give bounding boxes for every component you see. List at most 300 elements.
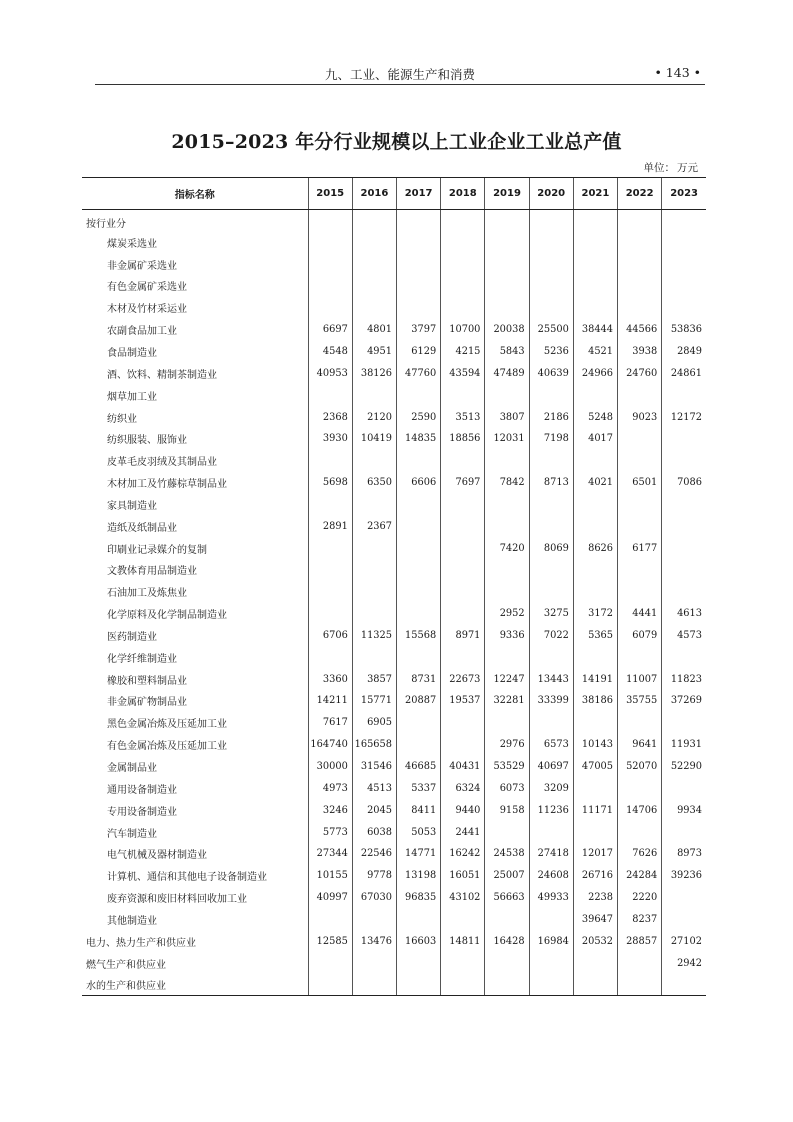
value-cell [352, 450, 396, 472]
value-cell [441, 559, 485, 581]
value-cell: 3938 [618, 341, 662, 363]
value-cell [618, 275, 662, 297]
value-cell: 24760 [618, 362, 662, 384]
value-cell [662, 450, 706, 472]
value-cell: 3797 [397, 319, 441, 341]
value-cell: 16428 [485, 930, 529, 952]
value-cell [618, 210, 662, 232]
name-column-header: 指标名称 [82, 178, 308, 210]
value-cell: 6324 [441, 777, 485, 799]
row-name: 黑色金属冶炼及压延加工业 [107, 719, 227, 731]
table-row [82, 625, 706, 647]
value-cell [618, 646, 662, 668]
value-cell: 38444 [573, 319, 617, 341]
value-cell [529, 275, 573, 297]
value-cell: 24538 [485, 843, 529, 865]
value-cell [618, 515, 662, 537]
value-cell [397, 734, 441, 756]
value-cell [485, 559, 529, 581]
row-name: 计算机、通信和其他电子设备制造业 [107, 872, 267, 884]
value-cell: 3209 [529, 777, 573, 799]
row-name: 石油加工及炼焦业 [107, 588, 187, 600]
value-cell [662, 712, 706, 734]
row-name: 煤炭采选业 [107, 238, 157, 250]
value-cell [573, 493, 617, 515]
value-cell: 47760 [397, 362, 441, 384]
table-row [82, 253, 706, 275]
value-cell [662, 646, 706, 668]
year-header-2016: 2016 [352, 178, 396, 210]
value-cell: 6697 [308, 319, 352, 341]
value-cell [662, 428, 706, 450]
value-cell [441, 384, 485, 406]
value-cell [441, 952, 485, 974]
row-name: 木材及竹材采运业 [107, 304, 187, 316]
value-cell [397, 231, 441, 253]
value-cell: 43102 [441, 887, 485, 909]
value-cell [618, 297, 662, 319]
row-name: 造纸及纸制品业 [107, 522, 177, 534]
value-cell [573, 297, 617, 319]
value-cell: 8713 [529, 472, 573, 494]
row-name: 印刷业记录媒介的复制 [107, 544, 207, 556]
value-cell: 11236 [529, 799, 573, 821]
row-name: 电力、热力生产和供应业 [86, 937, 196, 949]
value-cell: 2120 [352, 406, 396, 428]
value-cell: 8973 [662, 843, 706, 865]
table-row [82, 319, 706, 341]
value-cell [441, 537, 485, 559]
value-cell: 6706 [308, 625, 352, 647]
value-cell: 2952 [485, 603, 529, 625]
value-cell: 14835 [397, 428, 441, 450]
value-cell: 9934 [662, 799, 706, 821]
table-row [82, 974, 706, 996]
value-cell [441, 450, 485, 472]
value-cell: 4613 [662, 603, 706, 625]
table-row [82, 341, 706, 363]
value-cell: 24861 [662, 362, 706, 384]
value-cell: 10155 [308, 865, 352, 887]
row-name: 橡胶和塑料制品业 [107, 675, 187, 687]
table-row [82, 603, 706, 625]
value-cell [662, 537, 706, 559]
table-row [82, 515, 706, 537]
row-name: 化学原料及化学制品制造业 [107, 610, 227, 622]
table-row [82, 472, 706, 494]
value-cell: 4441 [618, 603, 662, 625]
value-cell: 20038 [485, 319, 529, 341]
value-cell [529, 821, 573, 843]
value-cell: 11931 [662, 734, 706, 756]
value-cell: 5365 [573, 625, 617, 647]
table-row [82, 799, 706, 821]
value-cell: 15771 [352, 690, 396, 712]
value-cell: 40697 [529, 756, 573, 778]
value-cell: 4513 [352, 777, 396, 799]
row-name: 电气机械及器材制造业 [107, 850, 207, 862]
value-cell [573, 210, 617, 232]
value-cell [573, 450, 617, 472]
value-cell: 9336 [485, 625, 529, 647]
value-cell [308, 537, 352, 559]
value-cell [441, 712, 485, 734]
value-cell: 25007 [485, 865, 529, 887]
value-cell [308, 231, 352, 253]
value-cell [308, 952, 352, 974]
value-cell: 3807 [485, 406, 529, 428]
value-cell: 2186 [529, 406, 573, 428]
row-name: 家具制造业 [107, 500, 157, 512]
value-cell: 3275 [529, 603, 573, 625]
value-cell: 40997 [308, 887, 352, 909]
row-name: 非金属矿采选业 [107, 260, 177, 272]
row-name: 医药制造业 [107, 631, 157, 643]
value-cell: 53836 [662, 319, 706, 341]
row-name: 金属制品业 [107, 763, 157, 775]
table-row [82, 930, 706, 952]
value-cell [308, 603, 352, 625]
value-cell [485, 297, 529, 319]
value-cell [441, 493, 485, 515]
value-cell: 37269 [662, 690, 706, 712]
value-cell [662, 275, 706, 297]
value-cell [352, 646, 396, 668]
value-cell: 27102 [662, 930, 706, 952]
value-cell [441, 581, 485, 603]
table-header-row [82, 178, 706, 210]
value-cell [352, 952, 396, 974]
value-cell [441, 253, 485, 275]
value-cell: 31546 [352, 756, 396, 778]
value-cell: 5773 [308, 821, 352, 843]
value-cell: 3360 [308, 668, 352, 690]
unit-label: 单位： [643, 162, 675, 174]
value-cell: 5843 [485, 341, 529, 363]
value-cell [573, 515, 617, 537]
value-cell [352, 297, 396, 319]
value-cell: 2441 [441, 821, 485, 843]
year-header-2017: 2017 [397, 178, 441, 210]
value-cell: 6038 [352, 821, 396, 843]
value-cell [397, 974, 441, 996]
value-cell [352, 537, 396, 559]
value-cell [308, 493, 352, 515]
table-row [82, 734, 706, 756]
value-cell [485, 821, 529, 843]
value-cell: 4215 [441, 341, 485, 363]
value-cell: 20532 [573, 930, 617, 952]
value-cell [397, 559, 441, 581]
value-cell: 67030 [352, 887, 396, 909]
value-cell [618, 253, 662, 275]
value-cell: 52070 [618, 756, 662, 778]
value-cell: 4573 [662, 625, 706, 647]
value-cell [441, 297, 485, 319]
table-row [82, 887, 706, 909]
value-cell [529, 450, 573, 472]
value-cell: 39647 [573, 909, 617, 931]
value-cell [529, 581, 573, 603]
value-cell: 2368 [308, 406, 352, 428]
value-cell: 16984 [529, 930, 573, 952]
value-cell: 24284 [618, 865, 662, 887]
value-cell [397, 275, 441, 297]
value-cell: 12172 [662, 406, 706, 428]
value-cell [618, 777, 662, 799]
value-cell: 40431 [441, 756, 485, 778]
value-cell: 38126 [352, 362, 396, 384]
value-cell [529, 515, 573, 537]
value-cell [662, 821, 706, 843]
value-cell [573, 777, 617, 799]
value-cell: 4021 [573, 472, 617, 494]
table-row [82, 231, 706, 253]
value-cell [573, 559, 617, 581]
value-cell: 52290 [662, 756, 706, 778]
value-cell: 8731 [397, 668, 441, 690]
value-cell: 4973 [308, 777, 352, 799]
value-cell [441, 275, 485, 297]
value-cell: 9023 [618, 406, 662, 428]
table-row [82, 362, 706, 384]
value-cell: 165658 [352, 734, 396, 756]
table-row [82, 756, 706, 778]
table-row [82, 843, 706, 865]
value-cell: 25500 [529, 319, 573, 341]
value-cell: 16603 [397, 930, 441, 952]
year-header-2015: 2015 [308, 178, 352, 210]
value-cell: 3930 [308, 428, 352, 450]
value-cell [308, 581, 352, 603]
value-cell [529, 646, 573, 668]
value-cell [441, 603, 485, 625]
value-cell: 2976 [485, 734, 529, 756]
value-cell [662, 210, 706, 232]
value-cell: 4017 [573, 428, 617, 450]
value-cell: 7420 [485, 537, 529, 559]
value-cell [308, 974, 352, 996]
value-cell [573, 581, 617, 603]
value-cell: 5236 [529, 341, 573, 363]
value-cell: 9778 [352, 865, 396, 887]
table-row [82, 581, 706, 603]
value-cell: 2849 [662, 341, 706, 363]
value-cell: 40953 [308, 362, 352, 384]
row-name: 文教体育用品制造业 [107, 566, 197, 578]
value-cell: 8626 [573, 537, 617, 559]
row-name: 非金属矿物制品业 [107, 697, 187, 709]
row-name: 有色金属冶炼及压延加工业 [107, 741, 227, 753]
value-cell: 4801 [352, 319, 396, 341]
value-cell [662, 384, 706, 406]
row-name: 水的生产和供应业 [82, 974, 308, 996]
value-cell [352, 231, 396, 253]
value-cell: 11823 [662, 668, 706, 690]
table-row [82, 909, 706, 931]
value-cell: 14811 [441, 930, 485, 952]
value-cell [573, 712, 617, 734]
table-row [82, 865, 706, 887]
output-value-table [82, 177, 706, 996]
value-cell: 27344 [308, 843, 352, 865]
value-cell [573, 821, 617, 843]
value-cell: 5248 [573, 406, 617, 428]
value-cell [485, 646, 529, 668]
value-cell [485, 493, 529, 515]
value-cell: 3857 [352, 668, 396, 690]
value-cell: 3246 [308, 799, 352, 821]
year-header-2023: 2023 [662, 178, 706, 210]
value-cell: 4951 [352, 341, 396, 363]
row-name: 木材加工及竹藤棕草制品业 [107, 479, 227, 491]
value-cell [397, 537, 441, 559]
value-cell: 3172 [573, 603, 617, 625]
value-cell: 7022 [529, 625, 573, 647]
value-cell: 10419 [352, 428, 396, 450]
value-cell [397, 384, 441, 406]
value-cell [618, 974, 662, 996]
value-cell: 6606 [397, 472, 441, 494]
value-cell [308, 275, 352, 297]
row-name: 有色金属矿采选业 [107, 282, 187, 294]
value-cell [485, 450, 529, 472]
value-cell [662, 887, 706, 909]
value-cell [529, 952, 573, 974]
value-cell [573, 253, 617, 275]
value-cell: 2891 [308, 515, 352, 537]
value-cell: 4548 [308, 341, 352, 363]
value-cell [397, 515, 441, 537]
table-row [82, 297, 706, 319]
value-cell: 28857 [618, 930, 662, 952]
value-cell [618, 952, 662, 974]
value-cell [485, 515, 529, 537]
value-cell: 11325 [352, 625, 396, 647]
row-name: 烟草加工业 [107, 391, 157, 403]
value-cell [441, 515, 485, 537]
value-cell [441, 974, 485, 996]
value-cell: 44566 [618, 319, 662, 341]
value-cell: 24966 [573, 362, 617, 384]
value-cell [441, 734, 485, 756]
value-cell: 49933 [529, 887, 573, 909]
value-cell [397, 493, 441, 515]
value-cell [308, 909, 352, 931]
value-cell [662, 909, 706, 931]
value-cell [485, 253, 529, 275]
value-cell: 20887 [397, 690, 441, 712]
row-name: 废弃资源和废旧材料回收加工业 [107, 894, 247, 906]
value-cell [397, 253, 441, 275]
value-cell: 39236 [662, 865, 706, 887]
value-cell [618, 559, 662, 581]
value-cell [529, 974, 573, 996]
value-cell [662, 581, 706, 603]
value-cell [441, 646, 485, 668]
value-cell: 18856 [441, 428, 485, 450]
value-cell [618, 428, 662, 450]
value-cell [308, 450, 352, 472]
running-header [95, 62, 705, 85]
value-cell [352, 559, 396, 581]
row-name: 燃气生产和供应业 [86, 959, 166, 971]
value-cell: 47005 [573, 756, 617, 778]
value-cell: 6573 [529, 734, 573, 756]
row-name: 纺织服装、服饰业 [107, 435, 187, 447]
value-cell [352, 909, 396, 931]
value-cell [485, 275, 529, 297]
value-cell: 13476 [352, 930, 396, 952]
row-name: 皮革毛皮羽绒及其制品业 [107, 457, 217, 469]
page-number: • 143 • [654, 65, 701, 80]
value-cell: 11171 [573, 799, 617, 821]
value-cell: 56663 [485, 887, 529, 909]
value-cell [485, 581, 529, 603]
value-cell: 4521 [573, 341, 617, 363]
value-cell [308, 297, 352, 319]
value-cell: 6905 [352, 712, 396, 734]
value-cell [352, 210, 396, 232]
value-cell: 5053 [397, 821, 441, 843]
table-row [82, 210, 706, 232]
value-cell [662, 777, 706, 799]
value-cell: 9158 [485, 799, 529, 821]
value-cell [308, 559, 352, 581]
table-row [82, 428, 706, 450]
value-cell [308, 646, 352, 668]
value-cell: 2942 [662, 952, 706, 974]
value-cell: 3513 [441, 406, 485, 428]
table-row [82, 668, 706, 690]
value-cell [662, 253, 706, 275]
unit-note [642, 160, 699, 175]
value-cell: 47489 [485, 362, 529, 384]
value-cell [573, 974, 617, 996]
value-cell: 14706 [618, 799, 662, 821]
row-name: 专用设备制造业 [107, 806, 177, 818]
value-cell [308, 384, 352, 406]
value-cell [441, 210, 485, 232]
value-cell: 6501 [618, 472, 662, 494]
value-cell [618, 231, 662, 253]
value-cell: 30000 [308, 756, 352, 778]
value-cell [352, 275, 396, 297]
value-cell: 22673 [441, 668, 485, 690]
chapter-title: 九、工业、能源生产和消费 [324, 67, 475, 82]
value-cell: 7697 [441, 472, 485, 494]
value-cell [618, 581, 662, 603]
value-cell [441, 231, 485, 253]
value-cell [352, 493, 396, 515]
table-row [82, 821, 706, 843]
value-cell: 7617 [308, 712, 352, 734]
value-cell [485, 952, 529, 974]
value-cell [529, 712, 573, 734]
value-cell: 10143 [573, 734, 617, 756]
value-cell [618, 712, 662, 734]
value-cell [573, 231, 617, 253]
row-name: 纺织业 [107, 413, 137, 425]
value-cell: 8069 [529, 537, 573, 559]
value-cell [397, 712, 441, 734]
value-cell: 6129 [397, 341, 441, 363]
table-title: 2015–2023 年分行业规模以上工业企业工业总产值 [171, 131, 622, 153]
value-cell: 35755 [618, 690, 662, 712]
year-header-2020: 2020 [529, 178, 573, 210]
value-cell [352, 581, 396, 603]
row-name: 汽车制造业 [107, 828, 157, 840]
